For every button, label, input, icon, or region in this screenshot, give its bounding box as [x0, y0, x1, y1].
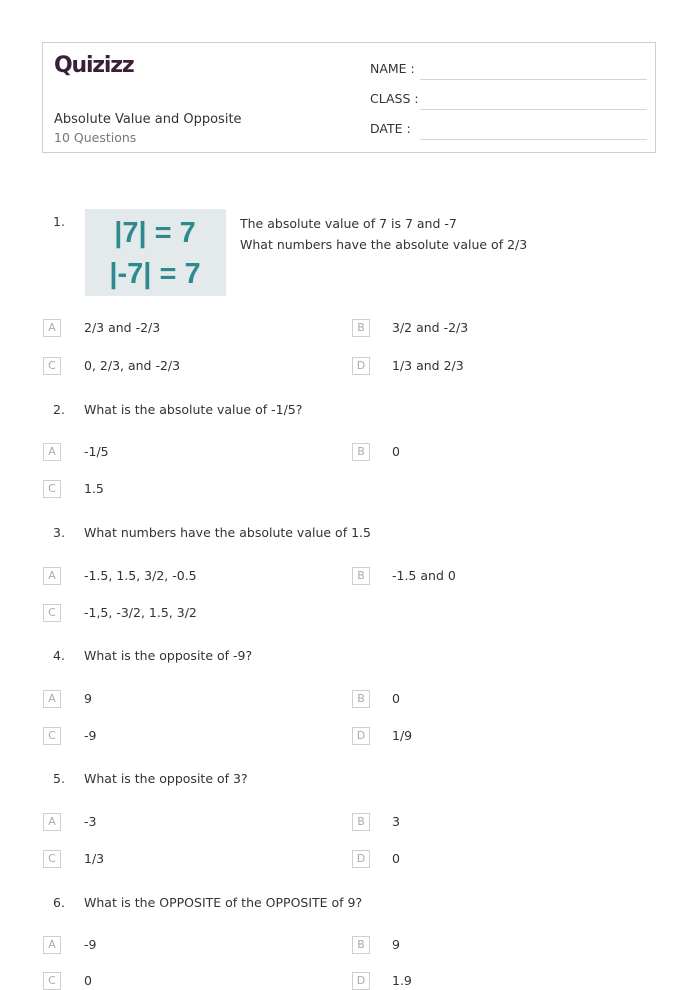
option-a-text[interactable]: 2/3 and -2/3: [84, 320, 161, 335]
option-letter-a: A: [43, 690, 61, 708]
date-line: [420, 139, 647, 140]
option-c-text[interactable]: 1/3: [84, 851, 105, 866]
question-text: What is the opposite of -9?: [84, 648, 253, 663]
question-text: What is the opposite of 3?: [84, 771, 248, 786]
option-a-text[interactable]: -1.5, 1.5, 3/2, -0.5: [84, 568, 197, 583]
name-field[interactable]: [370, 61, 647, 81]
date-field[interactable]: [370, 121, 647, 141]
option-letter-a: A: [43, 936, 61, 954]
option-b-text[interactable]: 0: [392, 444, 400, 459]
option-b-text[interactable]: 3: [392, 814, 400, 829]
option-letter-d: D: [352, 850, 370, 868]
date-label: DATE :: [370, 121, 411, 136]
option-letter-a: A: [43, 443, 61, 461]
option-letter-b: B: [352, 936, 370, 954]
option-letter-c: C: [43, 357, 61, 375]
question-number: 4.: [53, 648, 65, 663]
option-a-text[interactable]: 9: [84, 691, 92, 706]
image-equation-1: |7| = 7: [114, 217, 196, 249]
option-b-text[interactable]: 0: [392, 691, 400, 706]
option-letter-c: C: [43, 972, 61, 990]
option-letter-a: A: [43, 567, 61, 585]
option-b-text[interactable]: 9: [392, 937, 400, 952]
absolute-value-equations: [85, 209, 226, 296]
option-letter-b: B: [352, 567, 370, 585]
name-line: [420, 79, 647, 80]
option-d-text[interactable]: 1.9: [392, 973, 412, 988]
class-label: CLASS :: [370, 91, 419, 106]
quizizz-logo: Quizizz: [54, 53, 134, 78]
option-letter-d: D: [352, 727, 370, 745]
question-count: 10 Questions: [54, 130, 137, 145]
option-d-text[interactable]: 1/9: [392, 728, 413, 743]
question-number: 5.: [53, 771, 65, 786]
option-c-text[interactable]: -9: [84, 728, 97, 743]
question-text: What is the absolute value of -1/5?: [84, 402, 303, 417]
option-d-text[interactable]: 1/3 and 2/3: [392, 358, 464, 373]
option-letter-b: B: [352, 319, 370, 337]
question-number: 1.: [53, 214, 65, 229]
option-letter-d: D: [352, 972, 370, 990]
option-b-text[interactable]: 3/2 and -2/3: [392, 320, 469, 335]
option-c-text[interactable]: 0, 2/3, and -2/3: [84, 358, 181, 373]
question-text-line: What numbers have the absolute value of 2/3: [240, 237, 528, 252]
question-number: 2.: [53, 402, 65, 417]
absolute-value-image: [85, 209, 226, 296]
question-text: What numbers have the absolute value of 1.5: [84, 525, 371, 540]
option-letter-c: C: [43, 850, 61, 868]
option-letter-b: B: [352, 443, 370, 461]
class-line: [420, 109, 647, 110]
option-d-text[interactable]: 0: [392, 851, 400, 866]
option-letter-c: C: [43, 480, 61, 498]
option-letter-a: A: [43, 813, 61, 831]
worksheet-header: [42, 42, 656, 153]
option-letter-b: B: [352, 813, 370, 831]
option-a-text[interactable]: -1/5: [84, 444, 109, 459]
option-letter-a: A: [43, 319, 61, 337]
option-c-text[interactable]: -1,5, -3/2, 1.5, 3/2: [84, 605, 197, 620]
question-number: 3.: [53, 525, 65, 540]
option-letter-d: D: [352, 357, 370, 375]
worksheet-title: Absolute Value and Opposite: [54, 112, 242, 127]
name-label: NAME :: [370, 61, 415, 76]
class-field[interactable]: [370, 91, 647, 111]
option-letter-c: C: [43, 727, 61, 745]
option-letter-c: C: [43, 604, 61, 622]
option-a-text[interactable]: -3: [84, 814, 97, 829]
option-a-text[interactable]: -9: [84, 937, 97, 952]
question-text: [240, 213, 527, 255]
option-c-text[interactable]: 1.5: [84, 481, 104, 496]
option-b-text[interactable]: -1.5 and 0: [392, 568, 456, 583]
image-equation-2: |-7| = 7: [109, 258, 201, 290]
option-letter-b: B: [352, 690, 370, 708]
option-c-text[interactable]: 0: [84, 973, 92, 988]
question-number: 6.: [53, 895, 65, 910]
question-text: What is the OPPOSITE of the OPPOSITE of 9?: [84, 895, 363, 910]
question-text-line: The absolute value of 7 is 7 and -7: [240, 216, 457, 231]
